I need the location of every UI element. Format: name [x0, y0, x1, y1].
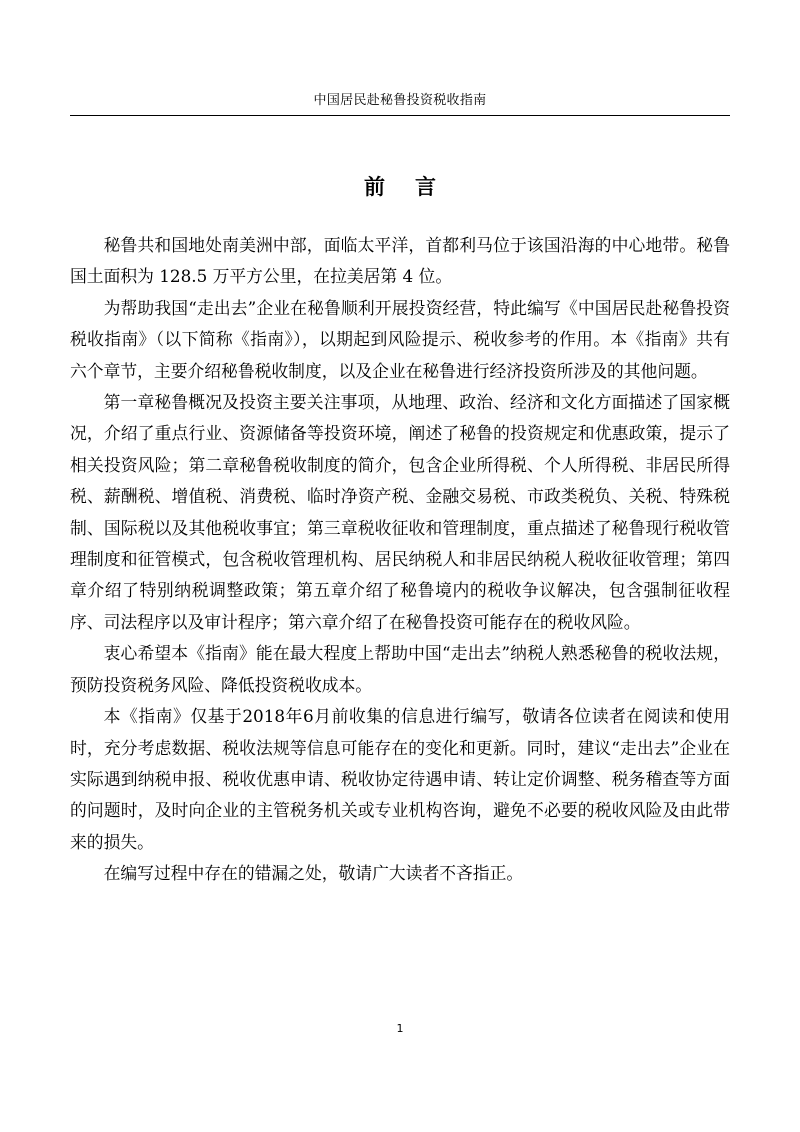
paragraph-disclaimer: 本《指南》仅基于2018年6月前收集的信息进行编写，敬请各位读者在阅读和使用时，充分考虑数据、税收法规等信息可能存在的变化和更新。同时，建议“走出去”企业在实际遇到纳税申报、税收优惠申请、税收协定待遇申请、转让定价调整、税务稽查等方面的问题时，及时向企业的主管税务机关或专业机构咨询，避免不必要的税收风险及由此带来的损失。	[70, 706, 730, 852]
page-number: 1	[396, 1022, 404, 1035]
body-text	[70, 230, 730, 890]
page-title: 前言	[364, 175, 466, 199]
paragraph-corrections: 在编写过程中存在的错漏之处，敬请广大读者不吝指正。	[103, 863, 524, 884]
paragraph-hope: 衷心希望本《指南》能在最大程度上帮助中国“走出去”纳税人熟悉秘鲁的税收法规，预防投资税务风险、降低投资税收成本。	[70, 643, 730, 695]
paragraph-purpose: 为帮助我国“走出去”企业在秘鲁顺利开展投资经营，特此编写《中国居民赴秘鲁投资税收指南》（以下简称《指南》），以期起到风险提示、税收参考的作用。本《指南》共有六个章节，主要介绍秘鲁税收制度，以及企业在秘鲁进行经济投资所涉及的其他问题。	[70, 297, 730, 381]
paragraph-chapter-summary: 第一章秘鲁概况及投资主要关注事项，从地理、政治、经济和文化方面描述了国家概况，介绍了重点行业、资源储备等投资环境，阐述了秘鲁的投资规定和优惠政策，提示了相关投资风险；第二章秘鲁税收制度的简介，包含企业所得税、个人所得税、非居民所得税、薪酬税、增值税、消费税、临时净资产税、金融交易税、市政类税负、关税、特殊税制、国际税以及其他税收事宜；第三章税收征收和管理制度，重点描述了秘鲁现行税收管理制度和征管模式，包含税收管理机构、居民纳税人和非居民纳税人税收征收管理；第四章介绍了特别纳税调整政策；第五章介绍了秘鲁境内的税收争议解决，包含强制征收程序、司法程序以及审计程序；第六章介绍了在秘鲁投资可能存在的税收风险。	[70, 392, 730, 632]
running-header: 中国居民赴秘鲁投资税收指南	[313, 93, 487, 108]
header-rule	[70, 115, 730, 116]
paragraph-intro-geography: 秘鲁共和国地处南美洲中部，面临太平洋，首都利马位于该国沿海的中心地带。秘鲁国土面积为 128.5 万平方公里，在拉美居第 4 位。	[70, 235, 730, 287]
